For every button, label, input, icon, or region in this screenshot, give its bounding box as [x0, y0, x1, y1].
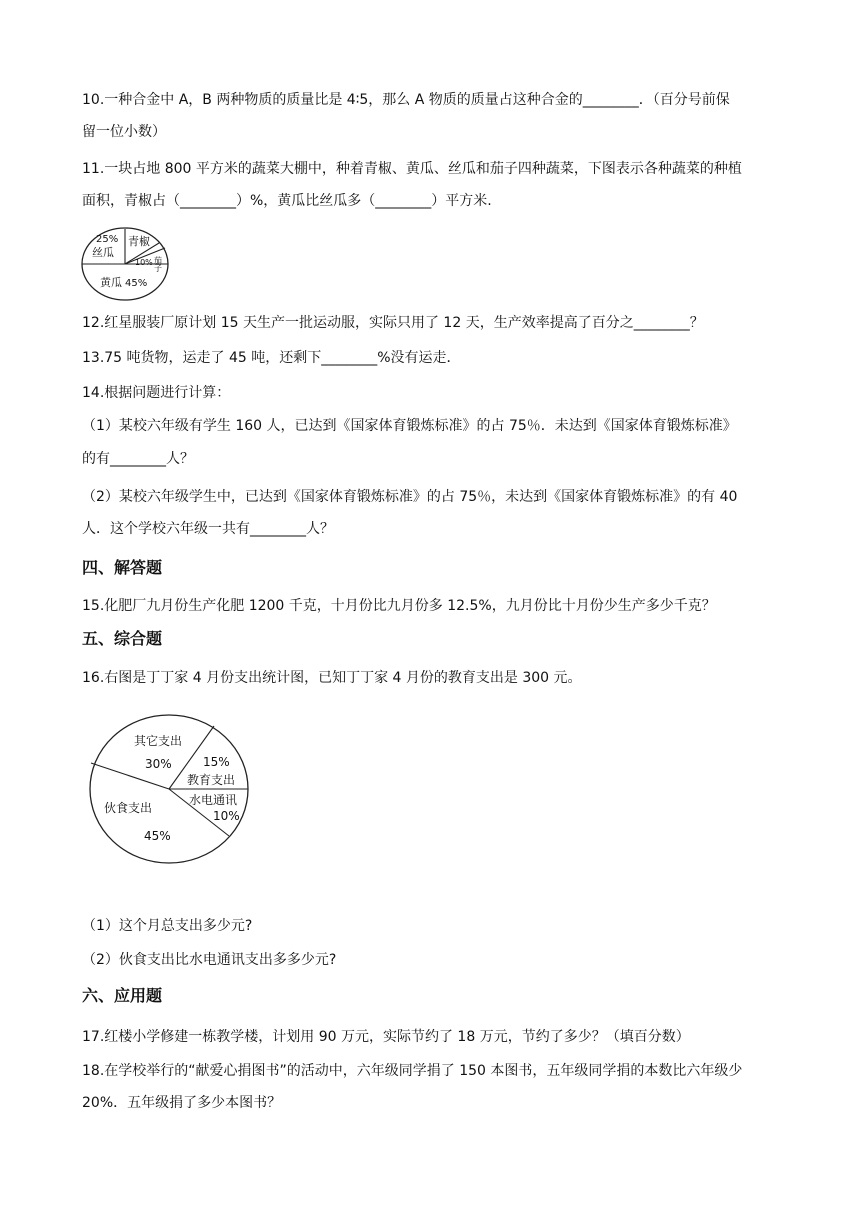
question-14-part2-line-2: 人．这个学校六年级一共有________人？: [82, 521, 334, 537]
section-heading-6: 六、应用题: [82, 986, 163, 1005]
expense-label-education-percent: 15%: [203, 755, 230, 769]
section-heading-5: 五、综合题: [82, 629, 163, 648]
question-16-sub-1: （1）这个月总支出多少元?: [82, 918, 253, 934]
question-12: 12.红星服装厂原计划 15 天生产一批运动服，实际只用了 12 天，生产效率提高了百分之________？: [82, 315, 704, 331]
expense-label-food-percent: 45%: [144, 829, 171, 843]
question-14-title: 14.根据问题进行计算：: [82, 385, 231, 401]
question-14-part2-line-1: （2）某校六年级学生中，已达到《国家体育锻炼标准》的占 75％，未达到《国家体育锻炼标准》的有 40: [82, 489, 738, 505]
question-11-line-1: 11.一块占地 800 平方米的蔬菜大棚中，种着青椒、黄瓜、丝瓜和茄子四种蔬菜，下图表示各种蔬菜的种植: [82, 161, 742, 177]
pie-label-huanggua-percent: 45%: [125, 278, 148, 289]
question-14-part1-line-1: （1）某校六年级有学生 160 人，已达到《国家体育锻炼标准》的占 75％．未达到《国家体育锻炼标准》: [82, 418, 737, 434]
question-16-sub-2: （2）伙食支出比水电通讯支出多多少元?: [82, 952, 337, 968]
question-18-line-2: 20%．五年级捐了多少本图书？: [82, 1095, 282, 1111]
pie-label-sigua: 丝瓜: [92, 246, 114, 259]
question-17: 17.红楼小学修建一栋教学楼，计划用 90 万元，实际节约了 18 万元，节约了多少？（填百分数）: [82, 1029, 690, 1045]
question-14-part1-line-2: 的有________人？: [82, 451, 194, 467]
pie-label-huanggua: 黄瓜: [100, 276, 122, 289]
question-13: 13.75 吨货物，运走了 45 吨，还剩下________%没有运走．: [82, 350, 461, 366]
expense-label-other: 其它支出: [134, 734, 183, 748]
question-11-line-2: 面积，青椒占（________）%，黄瓜比丝瓜多（________）平方米.: [82, 193, 492, 209]
pie-label-qingjiao: 青椒: [128, 235, 150, 248]
expense-label-utilities: 水电通讯: [189, 793, 238, 807]
expense-label-utilities-percent: 10%: [213, 809, 240, 823]
question-16: 16.右图是丁丁家 4 月份支出统计图，已知丁丁家 4 月份的教育支出是 300 元。: [82, 670, 582, 686]
question-15: 15.化肥厂九月份生产化肥 1200 千克，十月份比九月份多 12.5%，九月份比十月份少生产多少千克？: [82, 598, 716, 614]
question-10-line-1: 10.一种合金中 A，B 两种物质的质量比是 4∶5，那么 A 物质的质量占这种合金的________．（百分号前保: [82, 92, 730, 108]
pie-label-sigua-percent: 25%: [96, 234, 119, 245]
expense-label-education: 教育支出: [187, 773, 236, 787]
pie-label-qiezi: 茄子: [153, 256, 163, 272]
expense-label-other-percent: 30%: [145, 757, 172, 771]
expense-label-food: 伙食支出: [104, 801, 153, 815]
pie-label-ten-percent: 10%: [135, 258, 153, 267]
question-10-line-2: 留一位小数）: [82, 124, 166, 140]
question-18-line-1: 18.在学校举行的“献爱心捐图书”的活动中，六年级同学捐了 150 本图书，五年级同学捐的本数比六年级少: [82, 1063, 743, 1079]
vegetable-pie-chart: [80, 226, 170, 302]
section-heading-4: 四、解答题: [82, 558, 163, 577]
expense-pie-chart: [88, 712, 252, 866]
